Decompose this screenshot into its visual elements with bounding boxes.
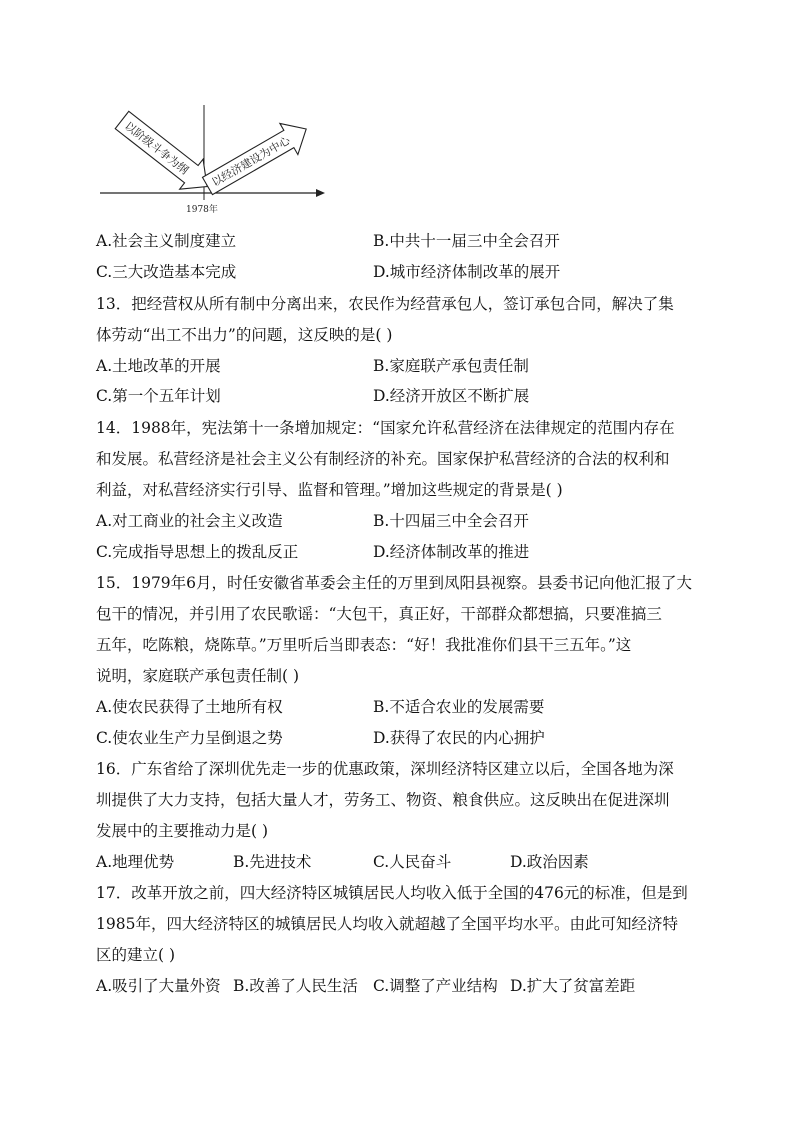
- year-label: 1978年: [186, 205, 218, 215]
- q12-option-d[interactable]: D.城市经济体制改革的展开: [373, 263, 561, 281]
- right-arrow: [198, 113, 315, 201]
- q16-text-line1: 16．广东省给了深圳优先走一步的优惠政策，深圳经济特区建立以后，全国各地为深: [96, 760, 674, 778]
- q14-option-b[interactable]: B.十四届三中全会召开: [373, 512, 529, 530]
- q14-text-line1: 14．1988年，宪法第十一条增加规定：“国家允许私营经济在法律规定的范围内存在: [96, 419, 675, 437]
- q12-option-b[interactable]: B.中共十一届三中全会召开: [373, 232, 560, 250]
- q16-text-line3: 发展中的主要推动力是( ): [96, 822, 269, 840]
- q16-option-d[interactable]: D.政治因素: [510, 853, 589, 871]
- left-arrow-text: 以阶级斗争为纲: [122, 119, 191, 178]
- q15-option-a[interactable]: A.使农民获得了土地所有权: [96, 698, 283, 716]
- q17-text-line1: 17．改革开放之前，四大经济特区城镇居民人均收入低于全国的476元的标准，但是到: [96, 884, 688, 902]
- q17-text-line2: 1985年，四大经济特区的城镇居民人均收入就超越了全国平均水平。由此可知经济特: [96, 915, 678, 933]
- q13-option-c[interactable]: C.第一个五年计划: [96, 387, 221, 405]
- q14-text-line2: 和发展。私营经济是社会主义公有制经济的补充。国家保护私营经济的合法的权利和: [96, 450, 670, 468]
- right-arrow-text: 以经济建设为中心: [209, 133, 293, 190]
- q14-option-a[interactable]: A.对工商业的社会主义改造: [96, 512, 283, 530]
- q14-text-line3: 利益，对私营经济实行引导、监督和管理。”增加这些规定的背景是( ): [96, 481, 563, 499]
- q12-option-a[interactable]: A.社会主义制度建立: [96, 232, 237, 250]
- q17-option-d[interactable]: D.扩大了贫富差距: [510, 977, 636, 995]
- q13-text-line2: 体劳动“出工不出力”的问题，这反映的是( ): [96, 326, 393, 344]
- q16-option-a[interactable]: A.地理优势: [96, 853, 175, 871]
- history-turn-diagram: [100, 100, 330, 220]
- q16-text-line2: 圳提供了大力支持，包括大量人才，劳务工、物资、粮食供应。这反映出在促进深圳: [96, 791, 670, 809]
- q15-text-line3: 五年，吃陈粮，烧陈草。”万里听后当即表态：“好！我批准你们县干三五年。”这: [96, 636, 632, 654]
- q12-option-c[interactable]: C.三大改造基本完成: [96, 263, 237, 281]
- q14-option-d[interactable]: D.经济体制改革的推进: [373, 543, 530, 561]
- axis-arrowhead: [316, 189, 325, 197]
- q17-option-a[interactable]: A.吸引了大量外资: [96, 977, 221, 995]
- q16-option-c[interactable]: C.人民奋斗: [373, 853, 452, 871]
- q13-text-line1: 13．把经营权从所有制中分离出来，农民作为经营承包人，签订承包合同，解决了集: [96, 295, 674, 313]
- diagram-svg: [100, 100, 330, 220]
- q15-text-line4: 说明，家庭联产承包责任制( ): [96, 667, 300, 685]
- q13-option-d[interactable]: D.经济开放区不断扩展: [373, 387, 530, 405]
- q15-text-line2: 包干的情况，并引用了农民歌谣：“大包干，真正好，干部群众都想搞，只要准搞三: [96, 605, 662, 623]
- q15-option-d[interactable]: D.获得了农民的内心拥护: [373, 729, 545, 747]
- q17-option-c[interactable]: C.调整了产业结构: [373, 977, 498, 995]
- q17-option-b[interactable]: B.改善了人民生活: [233, 977, 358, 995]
- q13-option-b[interactable]: B.家庭联产承包责任制: [373, 357, 529, 375]
- q14-option-c[interactable]: C.完成指导思想上的拨乱反正: [96, 543, 299, 561]
- q17-text-line3: 区的建立( ): [96, 946, 176, 964]
- q13-option-a[interactable]: A.土地改革的开展: [96, 357, 221, 375]
- q16-option-b[interactable]: B.先进技术: [233, 853, 312, 871]
- q15-text-line1: 15．1979年6月，时任安徽省革委会主任的万里到凤阳县视察。县委书记向他汇报了大: [96, 574, 693, 592]
- q15-option-b[interactable]: B.不适合农业的发展需要: [373, 698, 545, 716]
- q15-option-c[interactable]: C.使农业生产力呈倒退之势: [96, 729, 283, 747]
- left-arrow: [110, 105, 219, 201]
